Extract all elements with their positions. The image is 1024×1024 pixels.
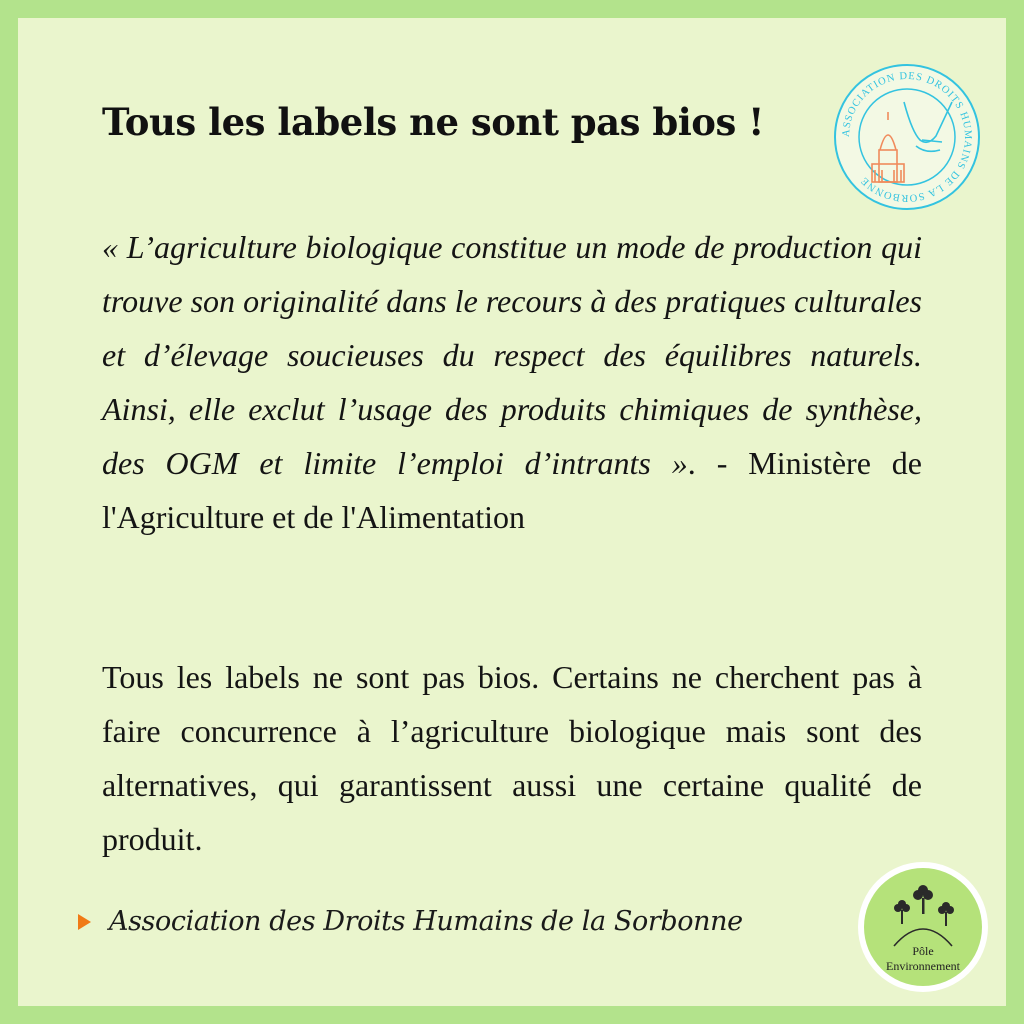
pole-environnement-logo	[858, 862, 988, 992]
footer	[78, 906, 743, 937]
logo-line-1: Pôle	[912, 944, 934, 958]
logo-inner-circle	[864, 868, 982, 986]
logo-line-2: Environnement	[886, 959, 960, 973]
body-paragraph: Tous les labels ne sont pas bios. Certains ne cherchent pas à faire concurrence à l’agriculture biologique mais sont des alternatives, qui garantissent aussi une certaine qualité de produit.	[102, 659, 922, 857]
logo-ring-text: ASSOCIATION DES DROITS HUMAINS DE LA SORBONNE	[840, 70, 974, 204]
quote-attribution: . - Ministère de l'Agriculture et de l'Alimentation	[102, 445, 923, 535]
quote-paragraph	[102, 220, 922, 544]
footer-association-name: Association des Droits Humains de la Sorbonne	[109, 906, 743, 937]
quote-text: « L’agriculture biologique constitue un mode de production qui trouve son originalité dans le recours à des pratiques culturales et d’élevage soucieuses du respect des équilibres naturels. Ainsi, elle exclut l’usage des produits chimiques de synthèse, des OGM et limite l’emploi d’intrants »	[102, 229, 922, 481]
play-arrow-icon	[78, 914, 91, 930]
association-logo	[832, 62, 982, 212]
card	[18, 18, 1006, 1006]
page-title: Tous les labels ne sont pas bios !	[102, 100, 764, 144]
